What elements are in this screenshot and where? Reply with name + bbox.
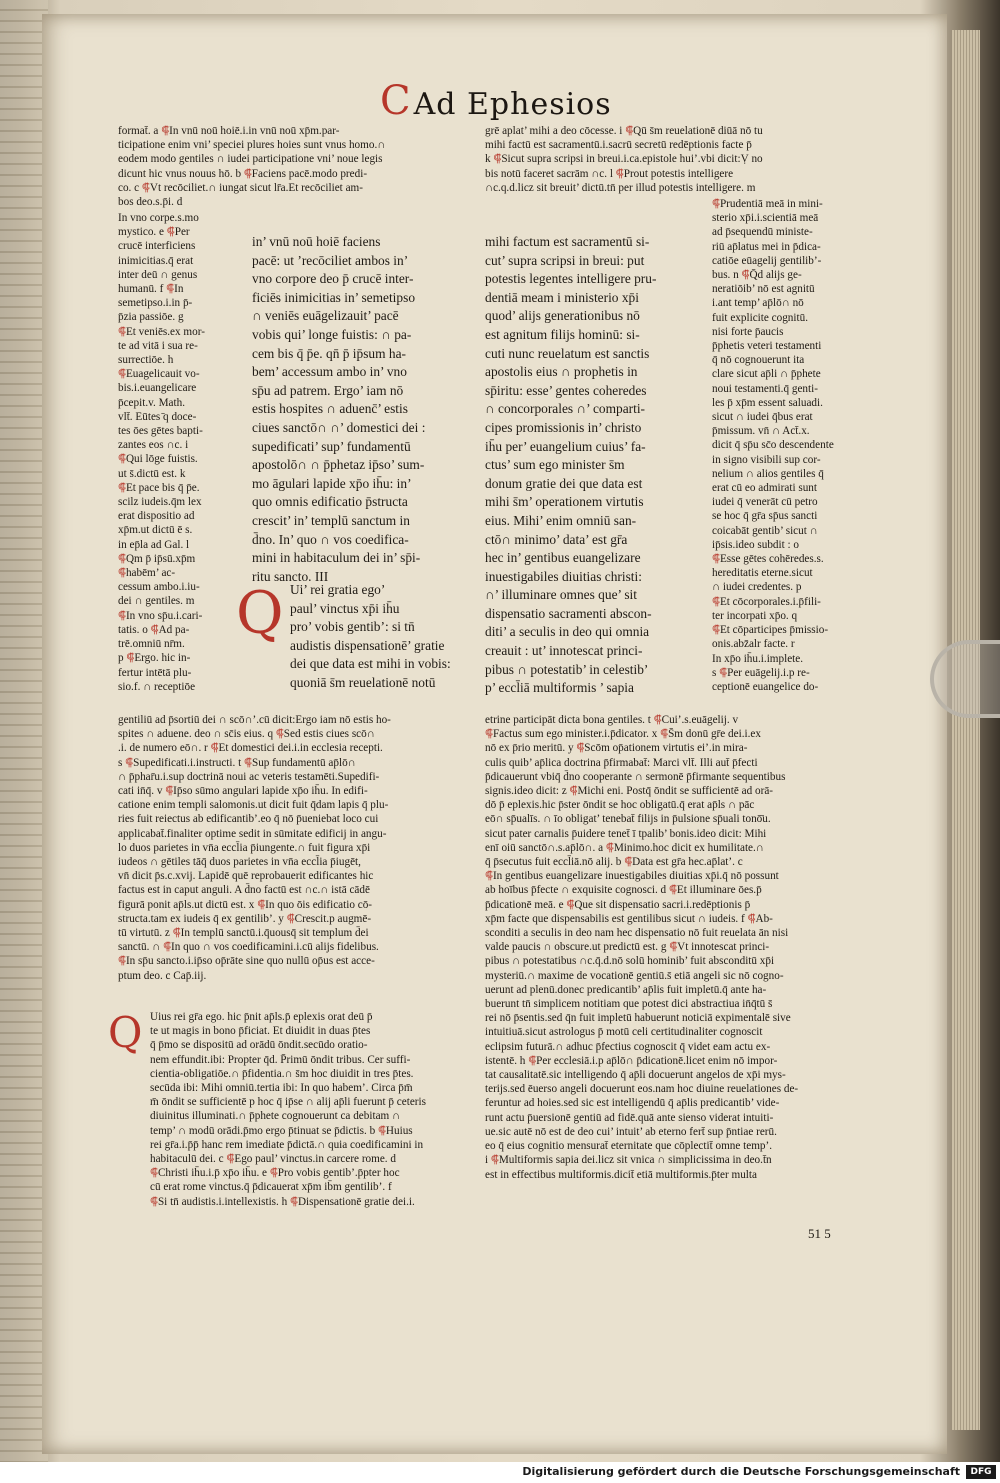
text-line: vobis qui’ longe fuistis: ∩ pa- bbox=[252, 326, 412, 342]
text-line: pacē: ut ’recōciliet ambos in’ bbox=[252, 252, 409, 268]
gloss-bottom-right bbox=[485, 713, 853, 1182]
text-line: feruntur ad hoies.sed sic est intelligendū q̄ ap̄lis predicantib’ vide- bbox=[485, 1097, 780, 1110]
text-line: sio.f. ∩ receptiōe bbox=[118, 680, 196, 693]
text-line: ip̄sis.ideo subdit : o bbox=[712, 538, 800, 551]
text-line: ⸿In gentibus euangelizare inuestigabiles diuitias xp̄i.q̄ nō possunt bbox=[485, 870, 779, 883]
text-line: p ⸿Ergo. hic in- bbox=[118, 652, 191, 665]
text-line: ⸿Et veniēs.ex mor- bbox=[118, 325, 205, 338]
text-line: in ep̄la ad Gal. l bbox=[118, 538, 190, 551]
dfg-logo: DFG bbox=[966, 1465, 996, 1479]
text-line: d̄no. In’ quo ∩ vos coedifica- bbox=[252, 531, 409, 547]
text-line: quoniā s̄m reuelationē notū bbox=[290, 674, 436, 690]
text-line: eius. Mihi’ enim omniū san- bbox=[485, 512, 637, 528]
text-line: spites ∩ aduene. deo ∩ sc̄is eius. q ⸿Sed estis ciues scō∩ bbox=[118, 728, 375, 741]
text-line: tat causalitatē.sic intelligendo q̄ ap̄li docuerunt angelos de xp̄i mys- bbox=[485, 1069, 786, 1082]
text-line: iudei q̄ venerāt cū petro bbox=[712, 496, 818, 509]
text-line: ∩c.q.d.licz sit breuit’ dictū.tn̄ per illud potestis intelligere. m bbox=[485, 181, 756, 194]
text-line: les p̄ xp̄m essent saluadi. bbox=[712, 396, 823, 409]
text-line: pibus ∩ potestatibus ∩c.q̄.d.nō solū hominib’ fuit absconditū xp̄i bbox=[485, 955, 775, 968]
text-line: cati in̄q̄. v ⸿Ip̄so sūmo angulari lapide xp̄o ih̄u. In edifi- bbox=[118, 785, 368, 798]
text-line: p̄cepit.v. Math. bbox=[118, 396, 186, 409]
main-text-column-1 bbox=[252, 233, 474, 586]
text-line: onis.abz̄alr facte. r bbox=[712, 638, 795, 651]
text-line: tatis. o ⸿Ad pa- bbox=[118, 623, 190, 636]
text-line: ⸿Si tn̄ audistis.i.intellexistis. h ⸿Dispensationē gratie dei.i. bbox=[150, 1195, 415, 1208]
text-line: bem’ accessum ambo in’ vno bbox=[252, 364, 407, 380]
text-line: ⸿Esse gētes cohēredes.s. bbox=[712, 553, 824, 566]
text-line: noui testamenti.q̄ genti- bbox=[712, 382, 818, 395]
text-line: In vno corpe.s.mo bbox=[118, 212, 199, 224]
text-line: cut’ supra scripsi in breui: put bbox=[485, 252, 645, 268]
text-line: tes ōes gētes bapti- bbox=[118, 425, 203, 438]
text-line: secūda ibi: Mihi omniū.tertia ibi: In quo habem’. Circa p̄m̄ bbox=[150, 1082, 413, 1095]
text-line: p̄missum. vn̄ ∩ Act̄.x. bbox=[712, 425, 810, 438]
text-line: dicit q̄ sp̄u sc̄o descendente bbox=[712, 439, 834, 452]
text-line: surrectiōe. h bbox=[118, 354, 174, 367]
text-line: dicunt hic vnus nouus hō. b ⸿Faciens pacē.modo predi- bbox=[118, 167, 368, 180]
title-initial: C bbox=[380, 78, 412, 124]
text-line: ciues sanctō∩ ∩’ domestici dei : bbox=[252, 419, 426, 435]
text-line: zantes eos ∩c. i bbox=[118, 439, 189, 452]
text-line: mihi factū est sacramentū.i.sacrū secretū redēptionis facte p̄ bbox=[485, 139, 752, 152]
text-line: mysteriū.∩ maxime de vocationē gentiū.s̄ etiā angeli sic nō cogno- bbox=[485, 969, 784, 982]
text-line: dei ∩ gentiles. m bbox=[118, 595, 195, 608]
text-line: lo duos parietes in vn̄a eccl̄ia p̄iungente.∩ fuit figura xp̄i bbox=[118, 841, 371, 854]
text-line: structa.tam ex iudeis q̄ ex gentilib’. y ⸿Crescit.p augmē- bbox=[118, 912, 372, 925]
text-line: q̄ p̄mo se dispositū ad orādū ōndit.secūdo oratio- bbox=[150, 1039, 368, 1052]
text-line: ⸿Et cōcorporales.i.p̄fili- bbox=[712, 595, 821, 608]
text-line: xp̄m facte que dispensabilis est gentilibus sicut ∩ iudeis. f ⸿Ab- bbox=[485, 912, 773, 925]
text-line: in signo visibili sup cor- bbox=[712, 453, 821, 466]
text-line: valde paucis ∩ obscure.ut predictū est. g ⸿Vt innotescat princi- bbox=[485, 941, 770, 954]
text-line: sicut pater carnalis p̄uidere tenet̄ ī tpalib’ bonis.ideo dicit: Mihi bbox=[485, 827, 767, 840]
page-edges bbox=[952, 30, 980, 1430]
text-line: s ⸿Supedificati.i.instructi. t ⸿Sup fundamentū ap̄lō∩ bbox=[118, 756, 356, 769]
text-line: grē aplat’ mihi a deo cōcesse. i ⸿Qū s̄m reuelationē diūā nō tu bbox=[485, 125, 763, 137]
text-line: ⸿Christi ih̄u.i.p̄ xp̄o ih̄u. e ⸿Pro vobis gentib’.p̄pter hoc bbox=[150, 1167, 400, 1180]
text-line: cuti nunc reuelatum est sanctis bbox=[485, 345, 650, 361]
text-line: quo omnis edificatio p̄structa bbox=[252, 494, 408, 510]
text-line: inuestigabiles diuitias christi: bbox=[485, 568, 642, 584]
text-line: runt actu p̄uersionē gentiū ad fidē.quā ante sienso viderat intuiti- bbox=[485, 1111, 774, 1124]
text-line: temp’ ∩ modū orādi.p̄mo ergo p̄tinuat se p̄dictis. b ⸿Huius bbox=[150, 1124, 413, 1137]
text-line: xp̄m.ut dictū ē s. bbox=[118, 524, 193, 537]
text-line: ritu sancto. III bbox=[252, 568, 329, 584]
text-line: estis hospites ∩ aduenc̄’ estis bbox=[252, 401, 408, 417]
text-line: cem bis q̄ p̄e. qn̄ p̄ ip̄sum ha- bbox=[252, 345, 406, 361]
text-line: erat dispositio ad bbox=[118, 510, 195, 523]
text-line: scilz iudeis.q̄m lex bbox=[118, 496, 202, 509]
text-line: ⸿Factus sum ego minister.i.p̄dicator. x ⸿S̄m donū gr̄e dei.i.ex bbox=[485, 728, 761, 741]
text-line: riū ap̄latus mei in p̄dica- bbox=[712, 240, 821, 253]
page-clip bbox=[930, 640, 1000, 718]
text-line: enī oiū sanctō∩.s.ap̄lō∩. a ⸿Minimo.hoc dicit ex humilitate.∩ bbox=[485, 841, 764, 854]
text-line: dō p̄ eplexis.hic p̄ster ōndit se hoc obligatū.q̄ erat ap̄ls ∩ pāc bbox=[485, 799, 755, 812]
text-line: intuitiuā.sicut astrologus p̄ motū celi certitudinaliter cognoscit bbox=[485, 1026, 763, 1039]
text-line: hec in’ gentibus euangelizare bbox=[485, 550, 641, 566]
text-line: supedificati’ sup’ fundamentū bbox=[252, 438, 411, 454]
text-line: crescit’ in’ templū sanctum in bbox=[252, 512, 410, 528]
text-line: inimicitias.q̄ erat bbox=[118, 254, 194, 267]
text-line: iudeos ∩ gētiles tāq̄ duos parietes in vn̄a eccl̄ia p̄iugēt, bbox=[118, 856, 361, 869]
gloss-left-column bbox=[118, 211, 233, 694]
text-line: mihi s̄m’ operationem virtutis bbox=[485, 494, 644, 510]
text-line: ⸿Euagelicauit vo- bbox=[118, 368, 200, 381]
text-line: i ⸿Multiformis sapia dei.licz sit vnica ∩ simplicissima in deo.t̄n bbox=[485, 1154, 772, 1167]
facing-page-edge bbox=[0, 0, 48, 1462]
text-line: diti’ a seculis in deo qui omnia bbox=[485, 624, 650, 640]
text-line: vno corpore deo p̄ crucē inter- bbox=[252, 271, 414, 287]
text-line: mini in habitaculum dei in’ sp̄i- bbox=[252, 550, 421, 566]
text-line: ad p̄sequendū ministe- bbox=[712, 226, 813, 239]
text-line: sterio xp̄i.i.scientiā meā bbox=[712, 212, 819, 225]
text-line: donum gratie dei que data est bbox=[485, 475, 643, 491]
text-line: ⸿In vno sp̄u.i.cari- bbox=[118, 609, 203, 622]
text-line: apostolis eius ∩ prophetis in bbox=[485, 364, 638, 380]
text-line: ⸿In sp̄u sancto.i.ip̄so op̄rāte sine quo nullū op̄us est acce- bbox=[118, 955, 375, 968]
text-line: signis.ideo dicit: z ⸿Michi eni. Postq̄ ōndit se sufficientē ad orā- bbox=[485, 785, 774, 798]
text-line: ∩ veniēs euāgelizauit’ pacē bbox=[252, 308, 399, 324]
text-line: nisi forte p̄aucis bbox=[712, 325, 784, 338]
text-line: uerunt ad plenū.donec predicantib’ ap̄lis fuit impletū.q̄ ante ha- bbox=[485, 983, 767, 996]
title-text: Ad Ephesios bbox=[413, 87, 612, 122]
text-line: buerunt tn̄ simplicem notitiam que potest dici abstractiua in̄q̄tū s̄ bbox=[485, 998, 773, 1011]
text-line: nō ex p̄rio meritū. y ⸿Scōm op̄ationem virtutis ei’.in mira- bbox=[485, 742, 748, 755]
text-line: eclipsim futurā.∩ adhuc p̄fectius cognoscit q̄ videt eam actu ex- bbox=[485, 1040, 771, 1053]
text-line: semetipso.i.in p̄- bbox=[118, 297, 193, 310]
text-line: sicut ∩ iudei q̄bus erat bbox=[712, 411, 813, 424]
text-line: diuinitus illuminati.∩ p̄phete cognouerunt ca debitam ∩ bbox=[150, 1110, 401, 1123]
text-line: p̄phetis veteri testamenti bbox=[712, 340, 822, 353]
text-line: est agnitum filijs hominū: si- bbox=[485, 326, 640, 342]
text-line: quod’ alijs generationibus nō bbox=[485, 308, 640, 324]
text-line: mihi factum est sacramentū si- bbox=[485, 234, 650, 249]
text-line: i.ant temp’ ap̄lō∩ nō bbox=[712, 297, 804, 310]
text-line: ⸿Qm p̄ ip̄sū.xp̄m bbox=[118, 552, 196, 565]
gloss-top-left bbox=[118, 124, 468, 209]
folio-number: 51 5 bbox=[808, 1226, 831, 1241]
text-line: ⸿Prudentiā meā in mini- bbox=[712, 198, 823, 210]
text-line: est in effectibus multiformis.dicit̄ etiā multiformis.p̄ter multa bbox=[485, 1168, 757, 1181]
text-line: p̄zia passiōe. g bbox=[118, 311, 184, 324]
text-line: audistis dispensationē’ gratie bbox=[290, 637, 445, 653]
text-line: cipes promissionis in’ christo bbox=[485, 419, 642, 435]
text-line: istentē. h ⸿Per ecclesiā.i.p ap̄lō∩ p̄dicationē.licet enim nō impor- bbox=[485, 1054, 778, 1067]
text-line: dentiā meam i ministerio xp̄i bbox=[485, 289, 639, 305]
text-line: erat cū eo admirati sunt bbox=[712, 482, 817, 495]
text-line: Uius rei gr̄a ego. hic p̄nit ap̄ls.p̄ eplexis orat deū p̄ bbox=[150, 1011, 373, 1023]
text-line: nelium ∩ alios gentiles q̄ bbox=[712, 467, 824, 480]
text-line: paul’ vinctus xp̄i ih̄u bbox=[290, 600, 400, 616]
text-line: te ad vitā i sua re- bbox=[118, 339, 198, 352]
main-text-column-1b bbox=[290, 581, 475, 693]
gloss-top-right bbox=[485, 124, 853, 195]
decorated-initial-q-small: Q bbox=[108, 1008, 143, 1057]
text-line: ∩’ illuminare omnes que’ sit bbox=[485, 587, 637, 603]
text-line: te ut magis in bono p̄ficiat. Et diuidit in duas p̄tes bbox=[150, 1025, 371, 1038]
text-line: neratiōib’ nō est agnitū bbox=[712, 283, 815, 296]
text-line: bos deo.s.p̄i. d bbox=[118, 196, 183, 209]
text-line: bus. n ⸿Q̄d alijs ge- bbox=[712, 269, 802, 282]
text-line: bis.i.euangelicare bbox=[118, 382, 197, 395]
text-line: ab hoībus p̄fecte ∩ exquisite cognosci. d ⸿Et illuminare ōes.p̄ bbox=[485, 884, 762, 897]
text-line: ue.sic autē nō est de deo cui’ intuit’ ab eterno fert̄ sup p̄ntiae rerū. bbox=[485, 1125, 777, 1138]
text-line: habitaculū dei. c ⸿Ego paul’ vinctus.in carcere rome. d bbox=[150, 1153, 396, 1166]
text-line: hereditatis eterne.sicut bbox=[712, 567, 813, 580]
footer-bar bbox=[0, 1462, 1000, 1483]
text-line: pro’ vobis gentib’: si tn̄ bbox=[290, 619, 415, 635]
text-line: humanū. f ⸿In bbox=[118, 283, 184, 296]
text-line: format̄. a ⸿In vnū noū hoiē.i.in vnū noū xp̄m.par- bbox=[118, 125, 340, 137]
text-line: ∩ concorporales ∩’ comparti- bbox=[485, 401, 646, 417]
text-line: sp̄u ad patrem. Ergo’ iam nō bbox=[252, 382, 404, 398]
text-line: ptum deo. c Cap̄.iij. bbox=[118, 969, 207, 982]
text-line: trē.omniū nr̄m. bbox=[118, 638, 185, 651]
text-line: s ⸿Per euāgelij.i.p re- bbox=[712, 666, 810, 679]
text-line: ficiēs inimicitias in’ semetipso bbox=[252, 289, 416, 305]
text-line: dei que data est mihi in vobis: bbox=[290, 656, 451, 672]
text-line: apostolō∩ ∩ p̄phetaz ip̄so’ sum- bbox=[252, 457, 425, 473]
text-line: eō∩ sp̄ualīs. ∩ īo obligat’ tenebat̄ filijs in p̄ulsione sp̄uali tonō̄u. bbox=[485, 813, 771, 826]
running-title bbox=[380, 78, 612, 124]
text-line: ⸿habēm’ ac- bbox=[118, 567, 176, 580]
text-line: potestis legentes intelligere pru- bbox=[485, 271, 657, 287]
text-line: culis quib’ ap̄lica doctrina p̄firmabat̄: Marci vlt̄. Illi aut̄ p̄fecti bbox=[485, 756, 758, 769]
decorated-initial-q: Q bbox=[236, 579, 284, 647]
text-line: p̄dicauerunt vbiq̄ d̄no cooperante ∩ sermonē p̄firmante sequentibus bbox=[485, 770, 786, 783]
text-line: eo q̄ eius cognitio mensurat̄ eternitate que cōplectit̄ omne temp’. bbox=[485, 1140, 773, 1153]
text-line: .i. de numero eō∩. r ⸿Et domestici dei.i.in ecclesia recepti. bbox=[118, 742, 383, 755]
text-line: sp̄iritu: esse’ gentes coheredes bbox=[485, 382, 647, 398]
text-line: sconditi a seculis in deo nam hec dispensatio nō fuit reuelata ān nisi bbox=[485, 927, 789, 940]
text-line: ⸿Et pace bis q̄ p̄e. bbox=[118, 481, 200, 494]
text-line: mystico. e ⸿Per bbox=[118, 226, 190, 239]
text-line: q̄ nō cognouerunt ita bbox=[712, 354, 805, 367]
text-line: ctō∩ minimo’ data’ est gr̄a bbox=[485, 531, 628, 547]
main-text-column-2 bbox=[485, 233, 695, 698]
text-line: ∩ p̄phar̄u.i.sup doctrinā noui ac veteris testamēti.Supedifi- bbox=[118, 770, 380, 783]
text-line: rei gr̄a.i.p̄p̄ hanc rem imediate p̄dictā.∩ quia coedificamini in bbox=[150, 1138, 424, 1151]
text-line: bis notū faceret sacrām ∩c. l ⸿Prout potestis intelligere bbox=[485, 167, 734, 180]
text-line: q̄ p̄secutus fuit eccl̄iā.nō alij. b ⸿Data est gr̄a hec.ap̄lat’. c bbox=[485, 856, 743, 869]
text-line: terijs.sed ēuerso angeli docuerunt eos.nam hoc diuine reuelationes de- bbox=[485, 1083, 799, 1096]
text-line: cū erat rome vinctus.q̄ p̄dicauerat xp̄m ib̄m gentilib’. f bbox=[150, 1181, 392, 1194]
text-line: etrine participāt dicta bona gentiles. t ⸿Cui’.s.euāgelij. v bbox=[485, 714, 739, 726]
text-line: mo āgulari lapide xp̄o ih̄u: in’ bbox=[252, 475, 412, 491]
text-line: ut s̄.dictū est. k bbox=[118, 467, 186, 480]
funding-note: Digitalisierung gefördert durch die Deutsche Forschungsgemeinschaft bbox=[522, 1465, 960, 1478]
text-line: nem effundit.ibi: Propter q̄d. P̄rimū ōndit tribus. Cer suffi- bbox=[150, 1053, 411, 1066]
gloss-bottom-left-b bbox=[150, 1010, 476, 1209]
text-line: vlt̄. Eūtes ̄q doce- bbox=[118, 410, 197, 423]
text-line: applicabat̄.finaliter optime sedit in sūmitate edificij in angu- bbox=[118, 827, 387, 840]
text-line: Ui’ rei gratia ego’ bbox=[290, 582, 386, 597]
text-line: ries fuit reiectus ab edificantib’.eo q̄ nō p̄ueniebat loco cui bbox=[118, 813, 379, 826]
text-line: gentiliū ad p̄sortiū dei ∩ scō∩’.cū dicit:Ergo iam nō estis ho- bbox=[118, 714, 391, 726]
text-line: figurā ponit ap̄ls.ut dictū est. x ⸿In quo ōis edificatio cō- bbox=[118, 898, 373, 911]
text-line: cessum ambo.i.iu- bbox=[118, 581, 200, 594]
text-line: se hoc q̄ gr̄a sp̄us sancti bbox=[712, 510, 818, 523]
text-line: in’ vnū noū hoiē faciens bbox=[252, 234, 381, 249]
text-line: vn̄ dicit p̄s.c.xvij. Lapidē quē reprobauerit edificantes hic bbox=[118, 870, 374, 883]
text-line: In xp̄o ih̄u.i.implete. bbox=[712, 652, 804, 665]
text-line: coicabāt gentib’ sicut ∩ bbox=[712, 524, 818, 537]
text-line: creauit : ut’ innotescat princi- bbox=[485, 643, 643, 659]
text-line: ∩ iudei credentes. p bbox=[712, 581, 802, 594]
text-line: crucē interficiens bbox=[118, 240, 196, 253]
text-line: ceptionē euangelice do- bbox=[712, 680, 819, 693]
text-line: catiōe eūagelij gentilib’- bbox=[712, 254, 822, 267]
text-line: fuit explicite cognitū. bbox=[712, 311, 809, 324]
text-line: eodem modo gentiles ∩ iudei participatione vni’ noue legis bbox=[118, 153, 383, 166]
text-line: rei nō p̄sentis.sed q̄n fuit impletū habuerunt noticiā expimentalē sive bbox=[485, 1012, 791, 1025]
text-line: sanctū. ∩ ⸿In quo ∩ vos coedificamini.i.cū alijs fidelibus. bbox=[118, 941, 379, 954]
text-line: p’ eccl̄iā multiformis ’ sapia bbox=[485, 680, 634, 696]
text-line: tū virtutū. z ⸿In templū sanctū.i.q̄uousq̄ sit templum d̄ei bbox=[118, 927, 369, 940]
text-line: ⸿Et cōparticipes p̄missio- bbox=[712, 624, 829, 637]
text-line: inter deū ∩ genus bbox=[118, 268, 198, 281]
text-line: catione enim templi salomonis.ut dicit fuit q̄dam lapis q̄ plu- bbox=[118, 799, 389, 812]
text-line: pibus ∩ potestatib’ in celestib’ bbox=[485, 661, 649, 677]
text-line: factus est in caput anguli. A d̄no factū est ∩c.∩ istā cādē bbox=[118, 884, 370, 897]
text-line: clare sicut ap̄li ∩ p̄phete bbox=[712, 368, 821, 381]
text-line: p̄dicationē meā. e ⸿Que sit dispensatio sacri.i.redēptionis p̄ bbox=[485, 898, 751, 911]
text-line: dispensatio sacramenti abscon- bbox=[485, 605, 652, 621]
text-line: ih̄u per’ euangelium cuius’ fa- bbox=[485, 438, 646, 454]
text-line: fertur intētā plu- bbox=[118, 666, 192, 679]
text-line: k ⸿Sicut supra scripsi in breui.i.ca.epistole hui’.vbi dicit:Ṿ no bbox=[485, 153, 763, 166]
text-line: ter incorpati xp̄o. q bbox=[712, 609, 798, 622]
text-line: ctus’ sum ego minister s̄m bbox=[485, 457, 625, 473]
text-line: cientia-obligatiōe.∩ p̄fidentia.∩ s̄m hoc diuidit in tres p̄tes. bbox=[150, 1067, 414, 1080]
text-line: m̄ ōndit se sufficientē p hoc q̄ ip̄se ∩ alij ap̄li fuerunt p̄ ceteris bbox=[150, 1096, 426, 1109]
text-line: co. c ⸿Vt recōciliet.∩ iungat sicut lr̄a.Et recōciliet am- bbox=[118, 181, 363, 194]
text-line: ⸿Qui lōge fuistis. bbox=[118, 453, 198, 466]
text-line: ticipatione enim vni’ speciei plures hoies sunt vnus homo.∩ bbox=[118, 139, 386, 152]
gloss-right-column bbox=[712, 197, 857, 694]
gloss-bottom-left bbox=[118, 713, 476, 983]
